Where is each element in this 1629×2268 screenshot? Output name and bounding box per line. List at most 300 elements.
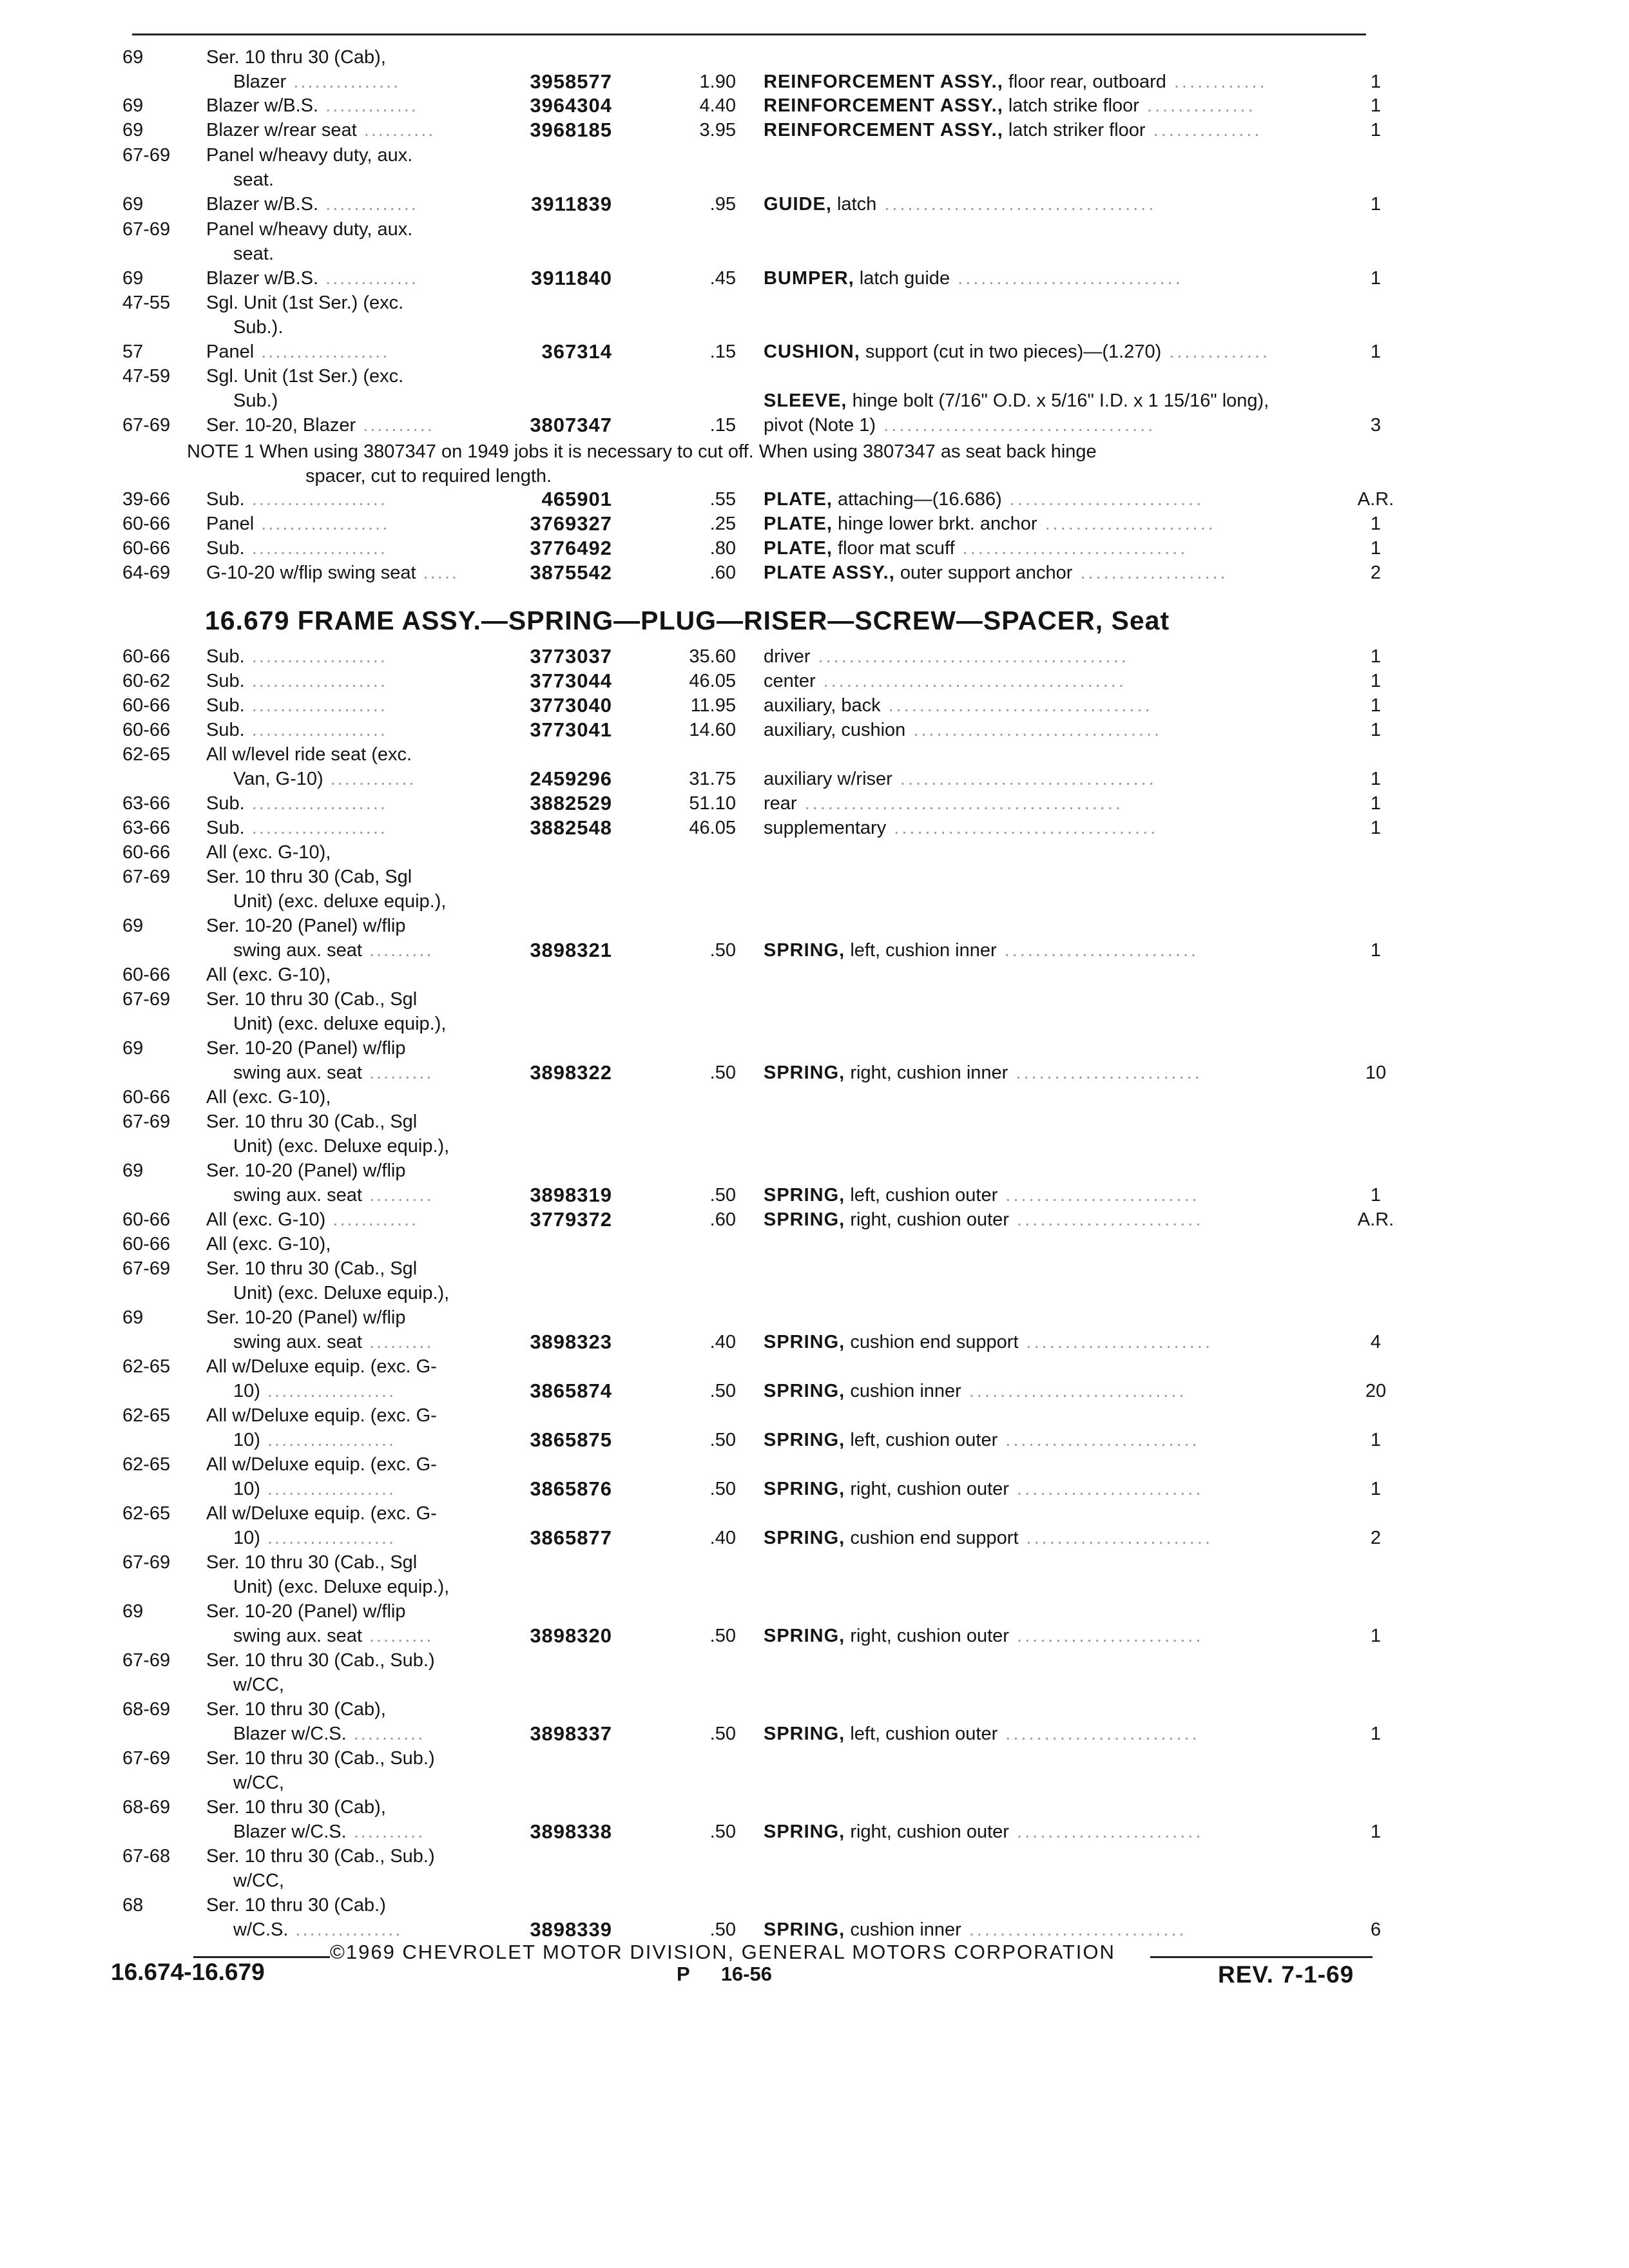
part-name: SPRING,: [764, 1332, 845, 1352]
quantity: 20: [1365, 1381, 1387, 1401]
part-number: 3911839: [531, 193, 612, 215]
part-number: 3898337: [530, 1722, 612, 1745]
application-text: Sub.: [206, 818, 245, 838]
part-name: PLATE,: [764, 538, 833, 559]
application-text: 10): [233, 1479, 260, 1499]
part-detail: left, cushion inner: [850, 940, 997, 961]
application-text: All (exc. G-10),: [206, 965, 331, 985]
part-name: SPRING,: [764, 1919, 845, 1940]
application-text: swing aux. seat: [233, 940, 362, 961]
page-reference: [677, 1963, 803, 1986]
quantity: 1: [1370, 769, 1382, 789]
dot-leader: ..................: [260, 1528, 396, 1548]
dot-leader: ..................: [254, 514, 390, 534]
application-text: All (exc. G-10),: [206, 1234, 331, 1254]
application-text: Unit) (exc. deluxe equip.),: [233, 1014, 447, 1034]
quantity: A.R.: [1357, 1209, 1394, 1230]
application-text: Sub.: [206, 538, 245, 559]
dot-leader: ..................................: [880, 695, 1153, 716]
dot-leader: .........: [361, 940, 434, 961]
dot-leader: .............: [318, 194, 418, 215]
part-name: SPRING,: [764, 1626, 845, 1646]
dot-leader: ..............: [1145, 120, 1262, 140]
part-number: 3898322: [530, 1061, 612, 1084]
application: [233, 889, 446, 914]
dot-leader: ..............: [1139, 95, 1256, 116]
part-name: PLATE ASSY.,: [764, 562, 895, 583]
part-number: 3773044: [530, 669, 612, 692]
application-text: Unit) (exc. Deluxe equip.),: [233, 1577, 450, 1597]
application-text: 10): [233, 1381, 260, 1401]
part-description: [764, 1624, 1203, 1648]
quantity: 1: [1370, 514, 1382, 534]
part-number: 3865877: [530, 1526, 612, 1549]
part-name: GUIDE,: [764, 194, 832, 215]
model-years: 60-62: [122, 671, 171, 691]
dot-leader: ...................................: [876, 415, 1156, 436]
application: [206, 1893, 386, 1917]
part-number: 3911840: [531, 267, 612, 289]
dot-leader: ...................: [244, 818, 387, 838]
application: [233, 938, 433, 963]
quantity: 2: [1370, 562, 1382, 583]
dot-leader: .............................: [950, 268, 1183, 289]
model-years: 67-69: [122, 415, 171, 436]
application: [206, 791, 387, 816]
application: [206, 1697, 386, 1722]
model-years: 67-69: [122, 219, 171, 240]
application: [233, 242, 274, 266]
application-text: swing aux. seat: [233, 1332, 362, 1352]
model-years: 69: [122, 47, 144, 68]
application: [206, 1550, 417, 1575]
list-price: 46.05: [689, 671, 736, 691]
application: [206, 291, 403, 315]
model-years: 47-59: [122, 366, 171, 387]
list-price: .55: [709, 489, 736, 510]
quantity: A.R.: [1357, 489, 1394, 510]
application: [206, 1305, 405, 1330]
application: [206, 1452, 437, 1477]
list-price: .40: [709, 1528, 736, 1548]
part-detail: cushion end support: [850, 1528, 1019, 1548]
list-price: 31.75: [689, 769, 736, 789]
part-description: [764, 1917, 1186, 1942]
application: [206, 1795, 386, 1820]
part-number: 3875542: [530, 561, 612, 584]
dot-leader: ............................: [961, 1381, 1187, 1401]
model-years: 67-69: [122, 989, 171, 1010]
part-name: SPRING,: [764, 1381, 845, 1401]
list-price: .50: [709, 1919, 736, 1940]
dot-leader: .........................: [998, 1430, 1200, 1450]
model-years: 62-65: [122, 1454, 171, 1475]
dot-leader: ...................: [244, 489, 387, 510]
part-number: 3898321: [530, 939, 612, 961]
model-years: 62-65: [122, 1356, 171, 1377]
part-description: [764, 718, 1162, 742]
part-name: REINFORCEMENT ASSY.,: [764, 72, 1003, 92]
part-description: [764, 512, 1216, 536]
dot-leader: .............: [1161, 341, 1271, 362]
application-text: Ser. 10 thru 30 (Cab., Sgl: [206, 1111, 418, 1132]
model-years: 60-66: [122, 646, 171, 667]
application: [206, 512, 389, 536]
part-name: SPRING,: [764, 1821, 845, 1842]
list-price: .50: [709, 1062, 736, 1083]
part-detail: rear: [764, 793, 797, 814]
part-description: [764, 413, 1155, 437]
part-detail: cushion inner: [850, 1381, 961, 1401]
quantity: 1: [1370, 793, 1382, 814]
dot-leader: .........................: [1001, 489, 1204, 510]
part-description: [764, 1428, 1200, 1452]
application-text: Sub.): [233, 390, 278, 411]
list-price: 35.60: [689, 646, 736, 667]
application-text: All w/Deluxe equip. (exc. G-: [206, 1356, 437, 1377]
model-years: 64-69: [122, 562, 171, 583]
part-detail: latch striker floor: [1008, 120, 1146, 140]
part-detail: support (cut in two pieces)—(1.270): [865, 341, 1162, 362]
quantity: 2: [1370, 1528, 1382, 1548]
list-price: 11.95: [690, 695, 736, 716]
application: [206, 1232, 331, 1256]
part-description: [764, 1526, 1213, 1550]
application-text: Sub.: [206, 793, 245, 814]
application-text: Ser. 10 thru 30 (Cab., Sgl: [206, 1258, 418, 1279]
model-years: 67-69: [122, 1552, 171, 1573]
part-detail: right, cushion outer: [850, 1209, 1009, 1230]
quantity: 1: [1370, 646, 1382, 667]
application-text: Ser. 10 thru 30 (Cab., Sub.): [206, 1846, 435, 1867]
quantity: 1: [1370, 95, 1382, 116]
model-years: 60-66: [122, 1087, 171, 1108]
dot-leader: ........................: [1008, 1209, 1204, 1230]
quantity: 1: [1370, 1724, 1382, 1744]
application-text: Ser. 10 thru 30 (Cab.): [206, 1895, 386, 1916]
application-text: Sub.: [206, 695, 245, 716]
part-detail: hinge lower brkt. anchor: [838, 514, 1037, 534]
application: [233, 1624, 433, 1648]
model-years: 63-66: [122, 818, 171, 838]
model-years: 69: [122, 268, 144, 289]
dot-leader: .........................: [996, 940, 1199, 961]
part-number: 3898319: [530, 1184, 612, 1206]
part-detail: cushion end support: [850, 1332, 1019, 1352]
part-name: SPRING,: [764, 1430, 845, 1450]
part-description: [764, 1379, 1186, 1403]
model-years: 68: [122, 1895, 144, 1916]
application: [233, 767, 416, 791]
dot-leader: ...................: [244, 671, 387, 691]
part-description: [764, 693, 1153, 718]
part-number: 3898320: [530, 1624, 612, 1647]
quantity: 1: [1370, 268, 1382, 289]
dot-leader: ............................: [961, 1919, 1187, 1940]
part-number: 3898323: [530, 1331, 612, 1353]
part-description: [764, 1477, 1203, 1501]
application: [233, 1722, 425, 1746]
list-price: .50: [709, 1185, 736, 1206]
application-text: Ser. 10 thru 30 (Cab., Sgl: [206, 989, 418, 1010]
application: [206, 93, 418, 118]
model-years: 69: [122, 1601, 144, 1622]
model-years: 60-66: [122, 514, 171, 534]
application: [233, 1526, 396, 1550]
part-number: 367314: [541, 340, 612, 363]
part-detail: right, cushion outer: [850, 1626, 1009, 1646]
part-detail: driver: [764, 646, 811, 667]
model-years: 68-69: [122, 1699, 171, 1720]
application: [206, 1085, 331, 1110]
part-description: [764, 1061, 1202, 1085]
part-detail: floor rear, outboard: [1008, 72, 1166, 92]
part-number: 3773041: [530, 718, 612, 741]
application-text: All (exc. G-10),: [206, 1087, 331, 1108]
part-number: 3882548: [530, 816, 612, 839]
footer-rule-right: [1150, 1956, 1373, 1958]
application-text: Sub.).: [233, 317, 284, 338]
part-description: [764, 938, 1199, 963]
quantity: 1: [1370, 818, 1382, 838]
application-text: 10): [233, 1430, 260, 1450]
quantity: 1: [1370, 1821, 1382, 1842]
part-description: [764, 266, 1183, 291]
application-text: w/CC,: [233, 1870, 284, 1891]
part-detail: left, cushion outer: [850, 1430, 998, 1450]
application-text: Ser. 10 thru 30 (Cab, Sgl: [206, 867, 412, 887]
application-text: Panel w/heavy duty, aux.: [206, 219, 413, 240]
part-detail: right, cushion outer: [850, 1821, 1009, 1842]
part-description: [764, 536, 1188, 561]
application-text: Blazer: [233, 72, 287, 92]
application-text: Ser. 10-20, Blazer: [206, 415, 356, 436]
application: [206, 217, 412, 242]
application-text: Panel: [206, 514, 255, 534]
application-text: Panel: [206, 341, 255, 362]
part-number: 3779372: [530, 1208, 612, 1231]
top-rule: [132, 34, 1366, 35]
part-detail: left, cushion outer: [850, 1185, 998, 1206]
footer-rule-left: [193, 1956, 330, 1958]
application: [206, 840, 331, 865]
application-text: Ser. 10 thru 30 (Cab., Sub.): [206, 1748, 435, 1769]
list-price: 14.60: [689, 720, 736, 740]
part-number: 3964304: [530, 94, 612, 117]
model-years: 62-65: [122, 744, 171, 765]
list-price: 3.95: [699, 120, 736, 140]
dot-leader: .....: [416, 562, 459, 583]
application: [233, 389, 278, 413]
application: [233, 1330, 433, 1354]
quantity: 1: [1370, 538, 1382, 559]
model-years: 69: [122, 194, 144, 215]
model-years: 67-69: [122, 1111, 171, 1132]
part-number: 3773040: [530, 694, 612, 716]
part-number: 3898339: [530, 1918, 612, 1941]
model-years: 60-66: [122, 720, 171, 740]
application-text: seat.: [233, 169, 274, 190]
quantity: 10: [1365, 1062, 1387, 1083]
application-text: Sub.: [206, 489, 245, 510]
application-text: Ser. 10-20 (Panel) w/flip: [206, 1601, 406, 1622]
application: [233, 1477, 396, 1501]
dot-leader: ............: [1166, 72, 1268, 92]
part-name: REINFORCEMENT ASSY.,: [764, 120, 1003, 140]
page-prefix: P: [677, 1963, 690, 1985]
application: [206, 669, 387, 693]
part-description: [764, 118, 1262, 142]
application: [233, 1673, 284, 1697]
application: [233, 1428, 396, 1452]
dot-leader: .................................: [892, 769, 1157, 789]
list-price: .60: [709, 562, 736, 583]
part-name: SPRING,: [764, 1479, 845, 1499]
application-text: Blazer w/C.S.: [233, 1821, 347, 1842]
dot-leader: ..................: [260, 1381, 396, 1401]
application: [206, 718, 387, 742]
dot-leader: ...................................: [876, 194, 1157, 215]
application-text: seat.: [233, 244, 274, 264]
quantity: 1: [1370, 1479, 1382, 1499]
application: [206, 742, 412, 767]
dot-leader: ...................: [244, 793, 387, 814]
part-number: 3865875: [530, 1428, 612, 1451]
dot-leader: .........: [361, 1332, 434, 1352]
list-price: .95: [709, 194, 736, 215]
dot-leader: ........................................: [810, 646, 1129, 667]
application-text: Blazer w/C.S.: [233, 1724, 347, 1744]
quantity: 1: [1370, 720, 1382, 740]
part-detail: center: [764, 671, 816, 691]
application-text: Van, G-10): [233, 769, 323, 789]
model-years: 69: [122, 95, 144, 116]
application-text: Ser. 10 thru 30 (Cab),: [206, 47, 386, 68]
application: [206, 1256, 417, 1281]
quantity: 1: [1370, 695, 1382, 716]
dot-leader: ...................: [244, 646, 387, 667]
application-text: Sub.: [206, 646, 245, 667]
application-text: Panel w/heavy duty, aux.: [206, 145, 413, 166]
quantity: 1: [1370, 72, 1382, 92]
part-number: 3958577: [530, 70, 612, 93]
list-price: .80: [709, 538, 736, 559]
application: [206, 1354, 437, 1379]
application: [206, 143, 412, 168]
application-text: Blazer w/B.S.: [206, 268, 319, 289]
application: [206, 1648, 435, 1673]
part-detail: auxiliary w/riser: [764, 769, 892, 789]
dot-leader: ...................: [244, 695, 387, 716]
application: [233, 1134, 449, 1158]
part-description: [764, 1722, 1200, 1746]
application: [233, 70, 400, 94]
part-detail: right, cushion inner: [850, 1062, 1008, 1083]
dot-leader: ...............: [286, 72, 401, 92]
part-detail: pivot (Note 1): [764, 415, 876, 436]
part-detail: latch guide: [859, 268, 950, 289]
application-text: w/CC,: [233, 1773, 284, 1793]
part-number: 3807347: [530, 414, 612, 436]
application-text: Sub.: [206, 720, 245, 740]
application-text: swing aux. seat: [233, 1626, 362, 1646]
part-name: SPRING,: [764, 1185, 845, 1206]
model-years: 60-66: [122, 1209, 171, 1230]
part-detail: supplementary: [764, 818, 887, 838]
application-text: All w/level ride seat (exc.: [206, 744, 412, 765]
application: [206, 963, 331, 987]
list-price: 4.40: [699, 95, 736, 116]
list-price: .25: [709, 514, 736, 534]
application-text: All (exc. G-10),: [206, 842, 331, 863]
list-price: .15: [709, 341, 736, 362]
model-years: 60-66: [122, 538, 171, 559]
application-text: 10): [233, 1528, 260, 1548]
application: [233, 1281, 449, 1305]
application-text: Unit) (exc. Deluxe equip.),: [233, 1136, 450, 1157]
part-detail: floor mat scuff: [838, 538, 955, 559]
dot-leader: ..................: [254, 341, 390, 362]
application: [206, 413, 434, 437]
model-years: 60-66: [122, 695, 171, 716]
application: [206, 1599, 405, 1624]
list-price: 51.10: [689, 793, 736, 814]
application-text: Ser. 10-20 (Panel) w/flip: [206, 1307, 406, 1328]
part-name: BUMPER,: [764, 268, 854, 289]
application: [233, 315, 283, 340]
part-number: 3898338: [530, 1820, 612, 1843]
part-detail: cushion inner: [850, 1919, 961, 1940]
part-detail: left, cushion outer: [850, 1724, 998, 1744]
part-description: [764, 644, 1129, 669]
application: [206, 644, 387, 669]
model-years: 47-55: [122, 293, 171, 313]
model-years: 62-65: [122, 1503, 171, 1524]
dot-leader: ........................: [1008, 1062, 1202, 1083]
application-text: Blazer w/B.S.: [206, 95, 319, 116]
quantity: 1: [1370, 194, 1382, 215]
application-text: Unit) (exc. Deluxe equip.),: [233, 1283, 450, 1303]
application-text: Ser. 10-20 (Panel) w/flip: [206, 1038, 406, 1059]
model-years: 69: [122, 1307, 144, 1328]
application: [233, 168, 274, 192]
part-detail: latch strike floor: [1008, 95, 1139, 116]
application: [206, 1207, 418, 1232]
part-description: [764, 767, 1157, 791]
application: [206, 1036, 405, 1061]
part-description: [764, 791, 1123, 816]
application-text: Ser. 10 thru 30 (Cab),: [206, 1797, 386, 1818]
application: [206, 914, 405, 938]
dot-leader: ........................: [1018, 1528, 1213, 1548]
model-years: 69: [122, 120, 144, 140]
part-description: [764, 816, 1158, 840]
application-text: Unit) (exc. deluxe equip.),: [233, 891, 447, 912]
revision-date: REV. 7-1-69: [1218, 1961, 1354, 1988]
application-text: Ser. 10 thru 30 (Cab., Sgl: [206, 1552, 418, 1573]
application-text: Sgl. Unit (1st Ser.) (exc.: [206, 366, 404, 387]
dot-leader: ........................: [1018, 1332, 1213, 1352]
model-years: 60-66: [122, 965, 171, 985]
application: [206, 487, 387, 512]
part-number: 3776492: [530, 537, 612, 559]
part-number: 3865874: [530, 1379, 612, 1402]
model-years: 69: [122, 916, 144, 936]
dot-leader: ..........: [356, 120, 436, 140]
application: [233, 1061, 433, 1085]
part-name: CUSHION,: [764, 341, 860, 362]
application: [233, 1012, 446, 1036]
